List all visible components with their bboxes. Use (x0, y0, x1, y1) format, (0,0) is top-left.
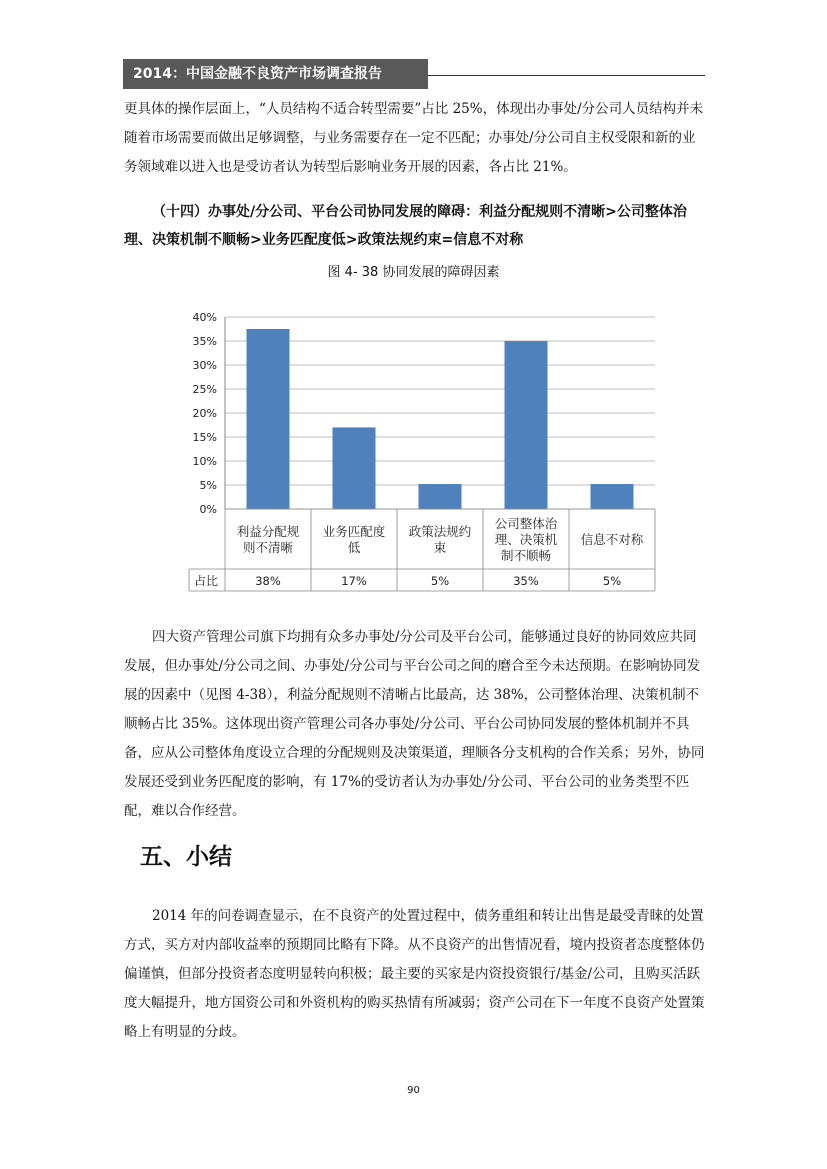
category-label: 利益分配规 (236, 524, 300, 539)
paragraph-1: 更具体的操作层面上，“人员结构不适合转型需要”占比 25%，体现出办事处/分公司人员结构并未随着市场需要而做出足够调整，与业务需要存在一定不匹配；办事处/分公司自主权受限和新的业务领域难以进入也是受访者认为转型后影响业务开展的因素，各占比 21%。 (124, 101, 704, 175)
category-label: 理、决策机 (494, 532, 558, 547)
y-tick-label: 15% (192, 431, 217, 444)
data-label: 35% (513, 574, 539, 588)
bar (333, 427, 376, 509)
category-label: 业务匹配度 (322, 524, 386, 539)
header-rule (428, 75, 705, 76)
data-label: 38% (255, 574, 281, 588)
data-label: 5% (602, 574, 622, 588)
page-header (123, 59, 705, 89)
y-tick-label: 5% (199, 479, 217, 492)
category-label: 低 (347, 540, 361, 555)
data-label: 17% (341, 574, 367, 588)
y-tick-label: 20% (192, 407, 217, 420)
bar-chart (183, 305, 656, 595)
page-number: 90 (407, 1085, 420, 1096)
bar (247, 329, 290, 509)
header-title: 2014：中国金融不良资产市场调查报告 (123, 59, 428, 89)
category-label: 信息不对称 (580, 532, 644, 547)
y-tick-label: 35% (192, 335, 217, 348)
data-label: 5% (430, 574, 450, 588)
category-label: 束 (433, 540, 447, 555)
category-label: 制不顺畅 (500, 548, 552, 563)
y-tick-label: 0% (199, 503, 217, 516)
category-label: 则不清晰 (242, 540, 294, 555)
paragraph-3: 2014 年的问卷调查显示，在不良资产的处置过程中，债务重组和转让出售是最受青睐的处置方式，买方对内部收益率的预期同比略有下降。从不良资产的出售情况看，境内投资者态度整体仍偏谨慎，但部分投资者态度明显转向积极；最主要的买家是内资投资银行/基金/公司，且购买活跃度大幅提升，地方国资公司和外资机构的购买热情有所减弱；资产公司在下一年度不良资产处置策略上有明显的分歧。 (124, 908, 705, 1040)
section-title: 五、小结 (140, 844, 232, 870)
category-label: 公司整体治 (494, 516, 558, 531)
category-label: 政策法规约 (408, 524, 472, 539)
y-tick-label: 25% (192, 383, 217, 396)
paragraph-2: 四大资产管理公司旗下均拥有众多办事处/分公司及平台公司，能够通过良好的协同效应共同发展，但办事处/分公司之间、办事处/分公司与平台公司之间的磨合至今未达预期。在影响协同发展的因素中（见图 4-38），利益分配规则不清晰占比最高，达 38%，公司整体治理、决策机制不顺畅占比 35%。这体现出资产管理公司各办事处/分公司、平台公司协同发展的整体机制并不具备，应从公司整体角度设立合理的分配规则及决策渠道，理顺各分支机构的合作关系；另外，协同发展还受到业务匹配度的影响，有 17%的受访者认为办事处/分公司、平台公司的业务类型不匹配，难以合作经营。 (124, 629, 705, 819)
y-tick-label: 40% (192, 311, 217, 324)
y-tick-label: 10% (192, 455, 217, 468)
bar (419, 484, 462, 509)
y-tick-label: 30% (192, 359, 217, 372)
series-label: 占比 (194, 574, 219, 588)
bar (591, 484, 634, 509)
figure-caption: 图 4- 38 协同发展的障碍因素 (327, 265, 500, 280)
subheading: （十四）办事处/分公司、平台公司协同发展的障碍：利益分配规则不清晰>公司整体治理、决策机制不顺畅>业务匹配度低>政策法规约束=信息不对称 (124, 204, 687, 248)
bar (505, 341, 548, 509)
